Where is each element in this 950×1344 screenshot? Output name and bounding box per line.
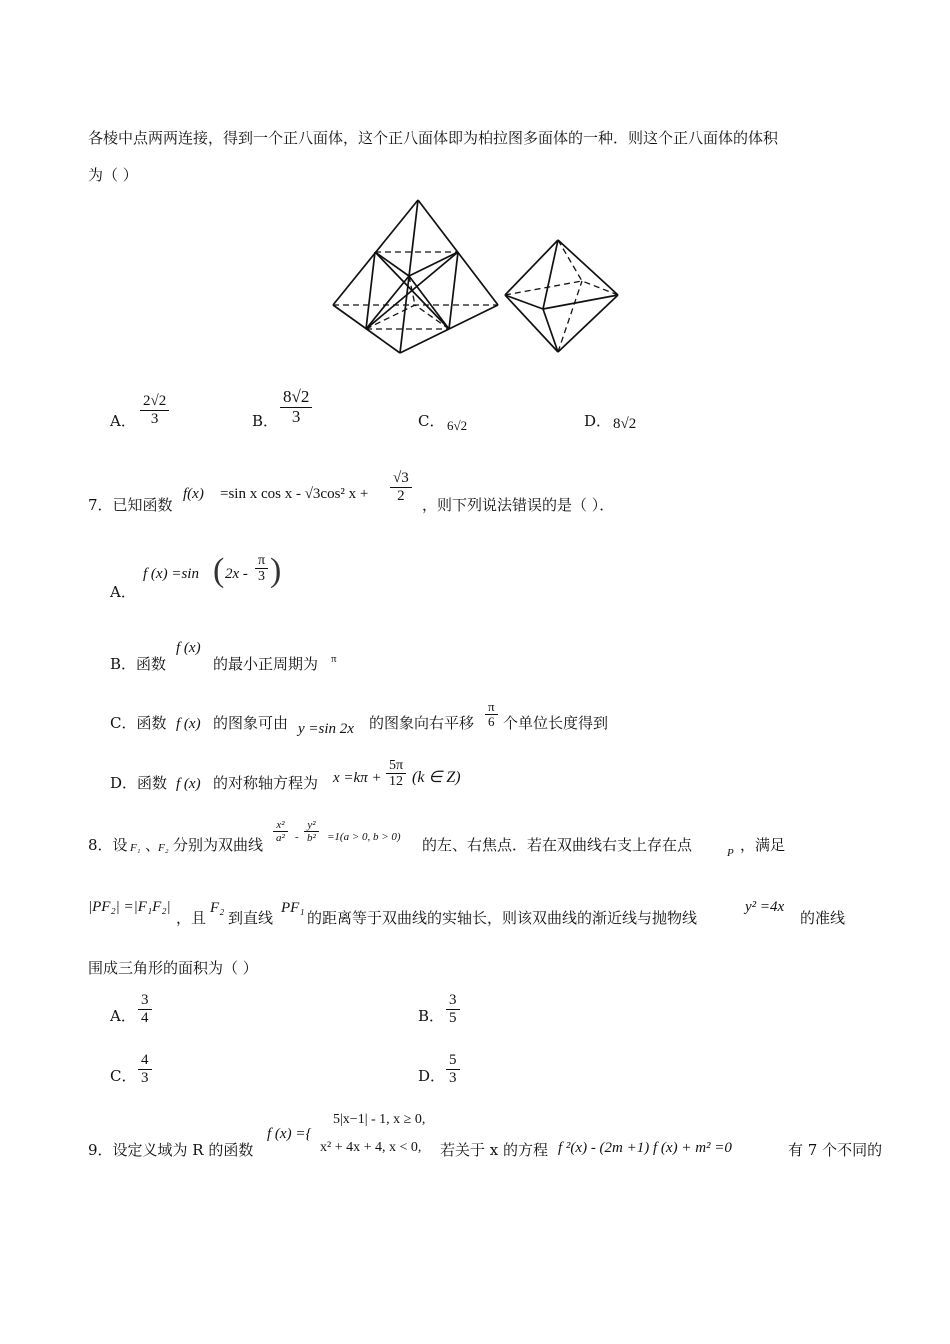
q7-option-c-label[interactable]: C．函数 — [110, 714, 167, 732]
q7-option-d-denominator: 12 — [389, 774, 404, 790]
q7-option-a-pi: π — [255, 553, 268, 569]
q8-line2-text4: 的准线 — [800, 909, 846, 927]
q8-number: 8．设 — [88, 836, 128, 854]
q8-option-c-value — [138, 1052, 152, 1086]
q7-option-c-six: 6 — [488, 714, 495, 730]
q7-formula-lhs: f(x) — [183, 486, 204, 502]
q9-equation: f ²(x) - (2m +1) f (x) + m² =0 — [558, 1140, 732, 1156]
q6-option-b-value — [280, 388, 312, 426]
q7-fraction-denominator: 2 — [397, 487, 405, 504]
q9-case2: x² + 4x + 4, x < 0, — [320, 1140, 422, 1155]
q7-option-a-paren-right: ) — [270, 552, 282, 589]
q8-option-b-label[interactable]: B． — [418, 1007, 445, 1025]
q7-option-c-text1: 的图象可由 — [213, 714, 289, 732]
q6-option-a-numerator: 2√2 — [140, 393, 169, 411]
q7-option-a-inner: 2x - — [225, 566, 248, 582]
q9-text2: 有 7 个不同的 — [788, 1141, 883, 1159]
q8-line2-f2: F₂ — [210, 900, 225, 916]
q9-fx: f (x) ={ — [267, 1126, 312, 1142]
q8-option-c-label[interactable]: C． — [110, 1067, 137, 1085]
q7-option-c-pi: π — [485, 700, 498, 715]
q7-number: 7．已知函数 — [88, 496, 173, 514]
q8-sep: 、 — [145, 836, 161, 854]
q7-option-d-x: x =kπ + — [333, 770, 382, 786]
q8-option-d-label[interactable]: D． — [418, 1067, 446, 1085]
q6-text-line1: 各棱中点两两连接，得到一个正八面体，这个正八面体即为柏拉图多面体的一种．则这个正八面体的体积 — [88, 129, 779, 147]
q7-option-b-fx: f (x) — [176, 640, 201, 656]
q7-option-b-label[interactable]: B．函数 — [110, 655, 167, 673]
q7-option-a-label[interactable]: A． — [110, 583, 136, 601]
q8-option-a-numerator: 3 — [138, 992, 152, 1010]
q8-option-b-numerator: 3 — [446, 992, 460, 1010]
q9-text1: 若关于 x 的方程 — [440, 1141, 548, 1159]
q6-option-d[interactable] — [584, 410, 611, 431]
q8-option-a-denominator: 4 — [141, 1009, 149, 1026]
q8-line2-parabola: y² =4x — [745, 899, 785, 915]
q6-option-b-label: B． — [252, 412, 279, 430]
q8-option-a-label[interactable]: A． — [110, 1007, 136, 1025]
q7-option-b-text: 的最小正周期为 — [213, 655, 319, 673]
q7-formula-rhs: =sin x cos x - √3cos² x + — [220, 486, 369, 502]
q8-hyper-b2: b² — [307, 832, 316, 845]
q8-hyper-tail: =1(a > 0, b > 0) — [327, 831, 401, 843]
q7-option-d-text: 的对称轴方程为 — [213, 774, 319, 792]
q9-number: 9．设定义域为 R 的函数 — [88, 1141, 254, 1159]
q8-hyper-x-fraction — [273, 819, 288, 844]
q7-option-c-y: y =sin 2x — [298, 721, 354, 737]
q8-f1: F₁ — [130, 842, 141, 854]
q8-p: P — [727, 847, 734, 859]
q9-case1: 5|x−1| - 1, x ≥ 0, — [333, 1112, 426, 1127]
q8-hyper-y2: y² — [304, 819, 318, 832]
q8-line3: 围成三角形的面积为（ ） — [88, 959, 258, 977]
q8-line2-pf1: PF₁ — [281, 900, 305, 916]
q7-option-c-text2: 的图象向右平移 — [369, 714, 475, 732]
q7-tail: ，则下列说法错误的是（ ）． — [422, 496, 615, 514]
q7-fraction-numerator: √3 — [390, 470, 412, 488]
q8-line2-text3: 的距离等于双曲线的实轴长，则该双曲线的渐近线与抛物线 — [307, 909, 698, 927]
q7-option-d-fraction — [386, 758, 406, 790]
q7-option-c-fraction — [485, 700, 498, 730]
q6-option-b-denominator: 3 — [291, 406, 301, 426]
q8-hyper-minus: - — [295, 831, 299, 843]
q8-option-d-value — [446, 1052, 460, 1086]
q6-option-d-label: D． — [584, 412, 612, 430]
q7-option-c-text3: 个单位长度得到 — [503, 714, 609, 732]
q8-text2: 的左、右焦点．若在双曲线右支上存在点 — [422, 836, 693, 854]
q8-hyper-x2: x² — [273, 819, 287, 832]
q6-option-a-value — [140, 393, 169, 427]
q6-option-a-label: A． — [110, 412, 136, 430]
q8-hyper-a2: a² — [276, 832, 285, 845]
q7-option-d-fx: f (x) — [176, 776, 201, 792]
q8-option-d-numerator: 5 — [446, 1052, 460, 1070]
q6-option-b-numerator: 8√2 — [280, 388, 312, 408]
q6-option-a-denominator: 3 — [150, 410, 159, 427]
q6-option-c-label: C． — [418, 412, 445, 430]
q8-option-a-value — [138, 992, 152, 1026]
q7-option-a-fraction — [255, 553, 268, 585]
q8-option-c-numerator: 4 — [138, 1052, 152, 1070]
q8-option-c-denominator: 3 — [141, 1069, 149, 1086]
q8-line2-abs: |PF₂| =|F₁F₂| — [88, 899, 171, 915]
q8-line2-text1: ，且 — [176, 909, 207, 927]
q7-option-d-tail: (k ∈ Z) — [412, 769, 461, 786]
octahedron-figure — [325, 195, 625, 360]
q7-option-a-three: 3 — [258, 569, 266, 585]
q8-line2-text2: 到直线 — [228, 909, 274, 927]
q6-option-c[interactable] — [418, 410, 444, 431]
q8-text3: ，满足 — [740, 836, 786, 854]
q8-option-d-denominator: 3 — [449, 1069, 457, 1086]
q7-option-b-pi: π — [331, 653, 337, 665]
q7-option-a-paren-left: ( — [213, 552, 225, 589]
q6-text-line2: 为（ ） — [88, 166, 138, 184]
q6-option-d-value: 8√2 — [613, 416, 637, 432]
q7-option-d-numerator: 5π — [386, 758, 406, 774]
q6-option-b[interactable] — [252, 410, 278, 431]
q8-option-b-denominator: 5 — [449, 1009, 457, 1026]
q7-option-a-lhs: f (x) =sin — [143, 566, 199, 582]
q8-hyper-y-fraction — [304, 819, 319, 844]
q6-option-c-value: 6√2 — [447, 418, 468, 433]
q8-text1: 分别为双曲线 — [173, 836, 264, 854]
q6-option-a[interactable] — [110, 410, 136, 431]
q7-formula-fraction — [390, 470, 412, 504]
q8-option-b-value — [446, 992, 460, 1026]
q7-option-c-fx: f (x) — [176, 716, 201, 732]
q8-f2: F₂ — [158, 842, 169, 854]
q7-option-d-label[interactable]: D．函数 — [110, 774, 168, 792]
